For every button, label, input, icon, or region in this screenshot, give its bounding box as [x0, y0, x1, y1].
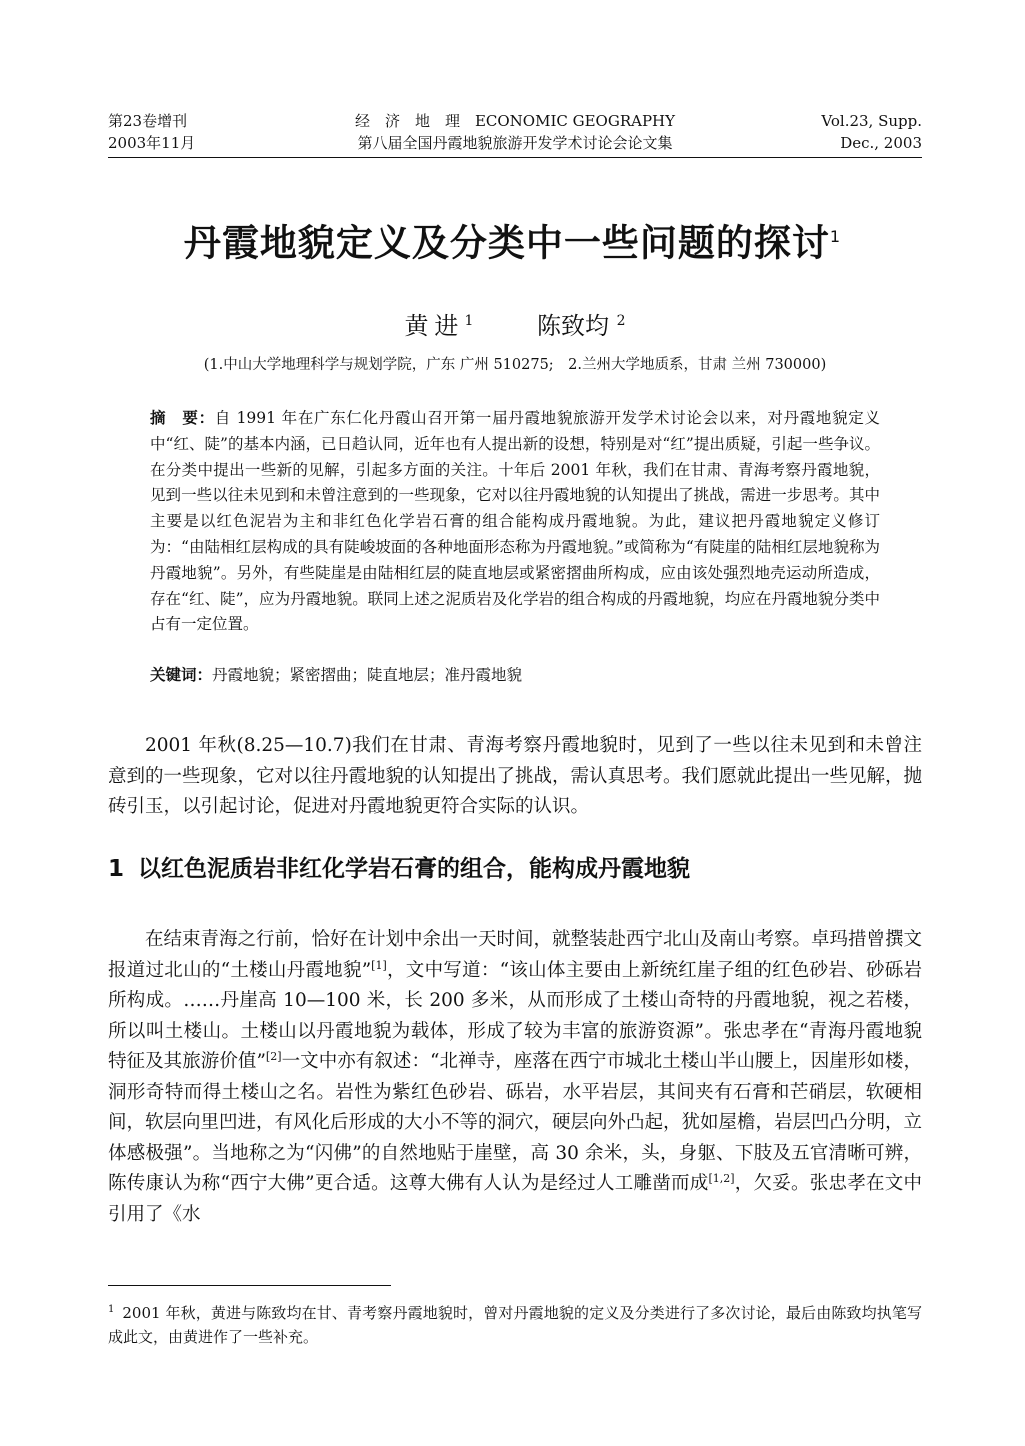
body-paragraph	[108, 925, 922, 1230]
keywords-text: 丹霞地貌；紧密摺曲；陡直地层；准丹霞地貌	[212, 666, 523, 684]
author-list	[108, 303, 922, 344]
volume-label: 第23卷增刊	[108, 112, 188, 130]
keywords	[150, 662, 880, 688]
author-1	[404, 312, 473, 340]
body-text-1: 在结束青海之行前，恰好在计划中余出一天时间，就整装赴西宁北山及南山考察。卓玛措曾撰文报道过北山的“土楼山丹霞地貌”	[108, 929, 923, 981]
body-text-4: ，欠妥。张忠孝在文中引用了《水	[108, 1173, 922, 1225]
footnote	[108, 1298, 922, 1349]
abstract	[150, 405, 880, 638]
abstract-text: 自 1991 年在广东仁化丹霞山召开第一届丹霞地貌旅游开发学术讨论会以来，对丹霞地貌定义中“红、陡”的基本内涵，已日趋认同，近年也有人提出新的设想，特别是对“红”提出质疑，引起一些争议。在分类中提出一些新的见解，引起多方面的关注。十年后 2001 年秋，我们在甘肃、青海考察丹霞地貌，见到一些以往未见到和未曾注意到的一些现象，它对以往丹霞地貌的认知提出了挑战，需进一步思考。其中主要是以红色泥岩为主和非红色化学岩石膏的组合能构成丹霞地貌。为此，建议把丹霞地貌定义修订为：“由陆相红层构成的具有陡峻坡面的各种地面形态称为丹霞地貌。”或简称为“有陡崖的陆相红层地貌称为丹霞地貌”。另外，有些陡崖是由陆相红层的陡直地层或紧密摺曲所构成，应由该处强烈地壳运动所造成，存在“红、陡”，应为丹霞地貌。联同上述之泥质岩及化学岩的组合构成的丹霞地貌，均应在丹霞地貌分类中占有一定位置。	[150, 409, 880, 634]
author-2	[537, 312, 626, 340]
body-text-2: ，文中写道：“该山体主要由上新统红崖子组的红色砂岩、砂砾岩所构成。……丹崖高 10—100 米，长 200 多米，从而形成了土楼山奇特的丹霞地貌，视之若楼，所以叫土楼山。土楼山以丹霞地貌为载体，形成了较为丰富的旅游资源”。张忠孝在“青海丹霞地貌特征及其旅游价值”	[108, 959, 922, 1072]
journal-issue-info-en	[821, 110, 922, 154]
title-footnote-mark: 1	[829, 227, 842, 246]
author-1-mark: 1	[464, 313, 474, 329]
intro-paragraph: 2001 年秋(8.25—10.7)我们在甘肃、青海考察丹霞地貌时，见到了一些以往未见到和未曾注意到的一些现象，它对以往丹霞地貌的认知提出了挑战，需认真思考。我们愿就此提出一些见解，抛砖引玉，以引起讨论，促进对丹霞地貌更符合实际的认识。	[108, 735, 923, 817]
citation-ref[interactable]: [2]	[265, 1049, 282, 1063]
proceedings-name: 第八届全国丹霞地貌旅游开发学术讨论会论文集	[357, 134, 673, 152]
volume-label-en: Vol.23, Supp.	[821, 112, 922, 130]
paper-title-text: 丹霞地貌定义及分类中一些问题的探讨	[183, 221, 830, 265]
author-2-name: 陈致均	[537, 312, 609, 340]
footnote-mark: 1	[108, 1304, 115, 1315]
section-heading	[108, 852, 922, 886]
citation-ref[interactable]: [1,2]	[708, 1171, 735, 1185]
footnote-text: 2001 年秋，黄进与陈致均在甘、青考察丹霞地貌时，曾对丹霞地貌的定义及分类进行了多次讨论，最后由陈致均执笔写成此文，由黄进作了一些补充。	[108, 1304, 922, 1346]
section-number: 1	[108, 856, 125, 882]
date-label: 2003年11月	[108, 134, 196, 152]
journal-name: 经 济 地 理 ECONOMIC GEOGRAPHY	[354, 112, 676, 130]
keywords-label: 关键词：	[150, 665, 213, 684]
journal-name-block	[108, 110, 922, 154]
author-2-mark: 2	[616, 313, 626, 329]
header-rule	[108, 157, 922, 158]
body-text-3: 一文中亦有叙述：“北禅寺，座落在西宁市城北土楼山半山腰上，因崖形如楼，洞形奇特而得土楼山之名。岩性为紫红色砂岩、砾岩，水平岩层，其间夹有石膏和芒硝层，软硬相间，软层向里凹进，有风化后形成的大小不等的洞穴，硬层向外凸起，犹如屋檐，岩层凹凸分明，立体感极强”。当地称之为“闪佛”的自然地贴于崖壁，高 30 余米，头，身躯、下肢及五官清晰可辨，陈传康认为称“西宁大佛”更合适。这尊大佛有人认为是经过人工雕凿而成	[108, 1051, 923, 1194]
date-label-en: Dec., 2003	[840, 134, 922, 152]
author-1-name: 黄进	[404, 312, 465, 340]
footnote-rule	[108, 1285, 391, 1286]
section-title: 以红色泥质岩非红化学岩石膏的组合，能构成丹霞地貌	[138, 856, 691, 882]
abstract-label: 摘 要：	[150, 408, 215, 427]
citation-ref[interactable]: [1]	[371, 958, 387, 972]
affiliations: (1.中山大学地理科学与规划学院，广东 广州 510275; 2.兰州大学地质系，甘肃 兰州 730000)	[203, 357, 827, 373]
running-header	[108, 110, 922, 158]
paper-title	[60, 212, 965, 268]
